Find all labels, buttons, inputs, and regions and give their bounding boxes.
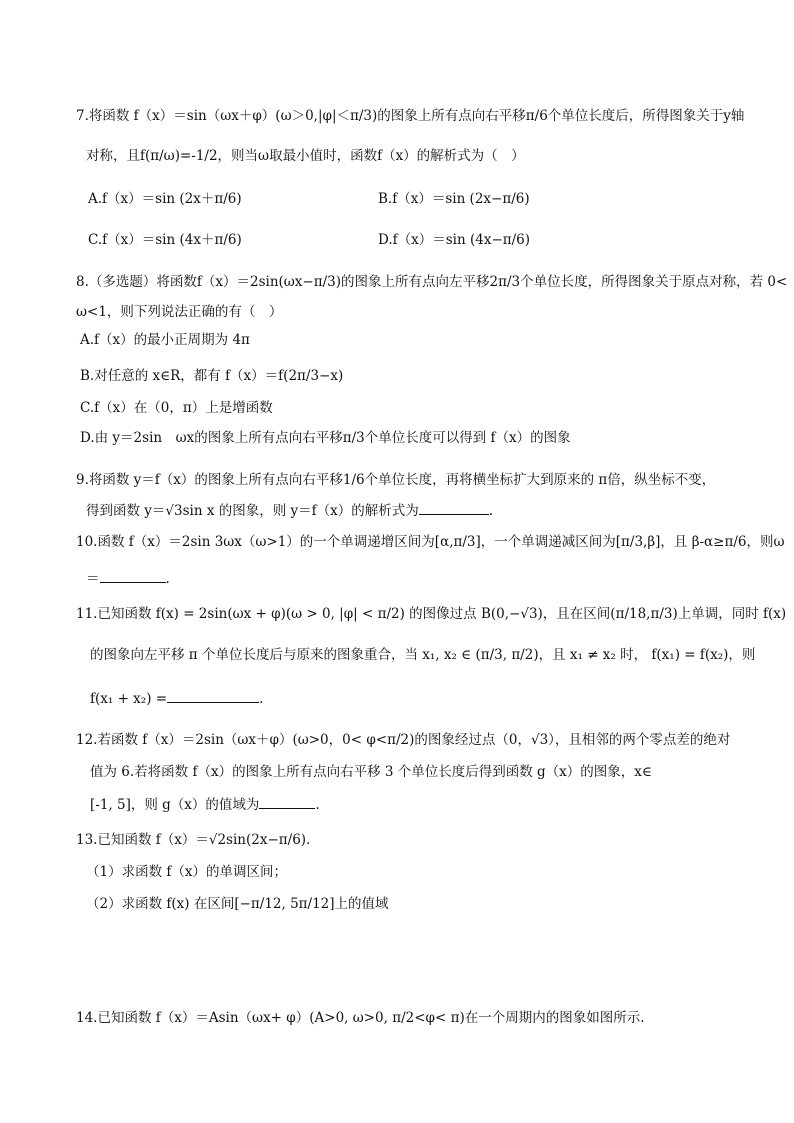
q11-line-2: 的图象向左平移 π 个单位长度后与原来的图象重合，当 x₁, x₂ ∈ (π/3, π/2)，且 x₁ ≠ x₂ 时， f(x₁) = f(x₂)，则 — [90, 647, 756, 663]
q8-line-1: 8.（多选题）将函数f（x）＝2sin(ωx−π/3)的图象上所有点向左平移2π/3个单位长度，所得图象关于原点对称，若 0< — [76, 274, 788, 290]
q12-line-3: [-1, 5]，则 g（x）的值域为 . — [90, 794, 320, 815]
q14-line-1: 14.已知函数 f（x）＝Asin（ωx+ φ）(A>0, ω>0, π/2<φ< π)在一个周期内的图象如图所示. — [76, 1010, 645, 1026]
q7-line-2: 对称，且f(π/ω)=-1/2，则当ω取最小值时，函数f（x）的解析式为（ ） — [86, 148, 525, 164]
q12-line-2: 值为 6.若将函数 f（x）的图象上所有点向右平移 3 个单位长度后得到函数 g（x）的图象，x∈ — [90, 764, 652, 780]
q12-line-1: 12.若函数 f（x）＝2sin（ωx＋φ）(ω>0，0< φ<π/2)的图象经过点（0，√3），且相邻的两个零点差的绝对 — [76, 732, 731, 748]
q9-line-2-text: 得到函数 y＝√3sin x 的图象，则 y＝f（x）的解析式为 — [86, 503, 419, 519]
q10-line-1: 10.函数 f（x）＝2sin 3ωx（ω>1）的一个单调递增区间为[α,π/3]，一个单调递减区间为[π/3,β]，且 β-α≥π/6，则ω — [76, 534, 785, 550]
q11-line-1: 11.已知函数 f(x) = 2sin(ωx + φ)(ω > 0, |φ| < π/2) 的图像过点 B(0,−√3)，且在区间(π/18,π/3)上单调，同时 f(x) — [76, 606, 787, 622]
q8-option-d: D.由 y＝2sin ωx的图象上所有点向右平移π/3个单位长度可以得到 f（x）的图象 — [80, 430, 571, 446]
q13-part-1: （1）求函数 f（x）的单调区间； — [86, 864, 287, 880]
q10-answer-blank[interactable] — [100, 568, 166, 583]
q8-option-b: B.对任意的 x∈R，都有 f（x）＝f(2π/3−x) — [80, 368, 344, 384]
q12-answer-blank[interactable] — [259, 794, 315, 809]
q8-option-a: A.f（x）的最小正周期为 4π — [80, 332, 250, 348]
q7-option-b: B.f（x）＝sin (2x−π/6) — [378, 191, 530, 207]
q11-answer-blank[interactable] — [167, 688, 259, 703]
q8-option-c: C.f（x）在（0，π）上是增函数 — [80, 400, 273, 416]
q9-line-1: 9.将函数 y＝f（x）的图象上所有点向右平移1/6个单位长度，再将横坐标扩大到原来的 π倍，纵坐标不变， — [76, 472, 716, 488]
q7-option-c: C.f（x）＝sin (4x＋π/6) — [88, 232, 242, 248]
q7-line-1: 7.将函数 f（x）＝sin（ωx＋φ）(ω＞0,|φ|＜π/3)的图象上所有点向右平移π/6个单位长度后，所得图象关于y轴 — [76, 108, 745, 124]
q11-line-3-text: f(x₁ + x₂) = — [90, 691, 168, 707]
q9-line-2: 得到函数 y＝√3sin x 的图象，则 y＝f（x）的解析式为 . — [86, 500, 493, 521]
q7-option-d: D.f（x）＝sin (4x−π/6) — [378, 232, 531, 248]
q9-answer-blank[interactable] — [419, 500, 489, 515]
q10-line-2: ＝ . — [86, 568, 170, 589]
q10-line-2-text: ＝ — [86, 571, 100, 587]
q11-line-3: f(x₁ + x₂) = . — [90, 688, 263, 709]
q8-line-2: ω<1，则下列说法正确的有（ ） — [76, 304, 283, 320]
q7-option-a: A.f（x）＝sin (2x＋π/6) — [88, 191, 242, 207]
q13-line-1: 13.已知函数 f（x）＝√2sin(2x−π/6). — [76, 832, 311, 848]
q13-part-2: （2）求函数 f(x) 在区间[−π/12, 5π/12]上的值域 — [86, 896, 389, 912]
q12-line-3-text: [-1, 5]，则 g（x）的值域为 — [90, 797, 260, 813]
